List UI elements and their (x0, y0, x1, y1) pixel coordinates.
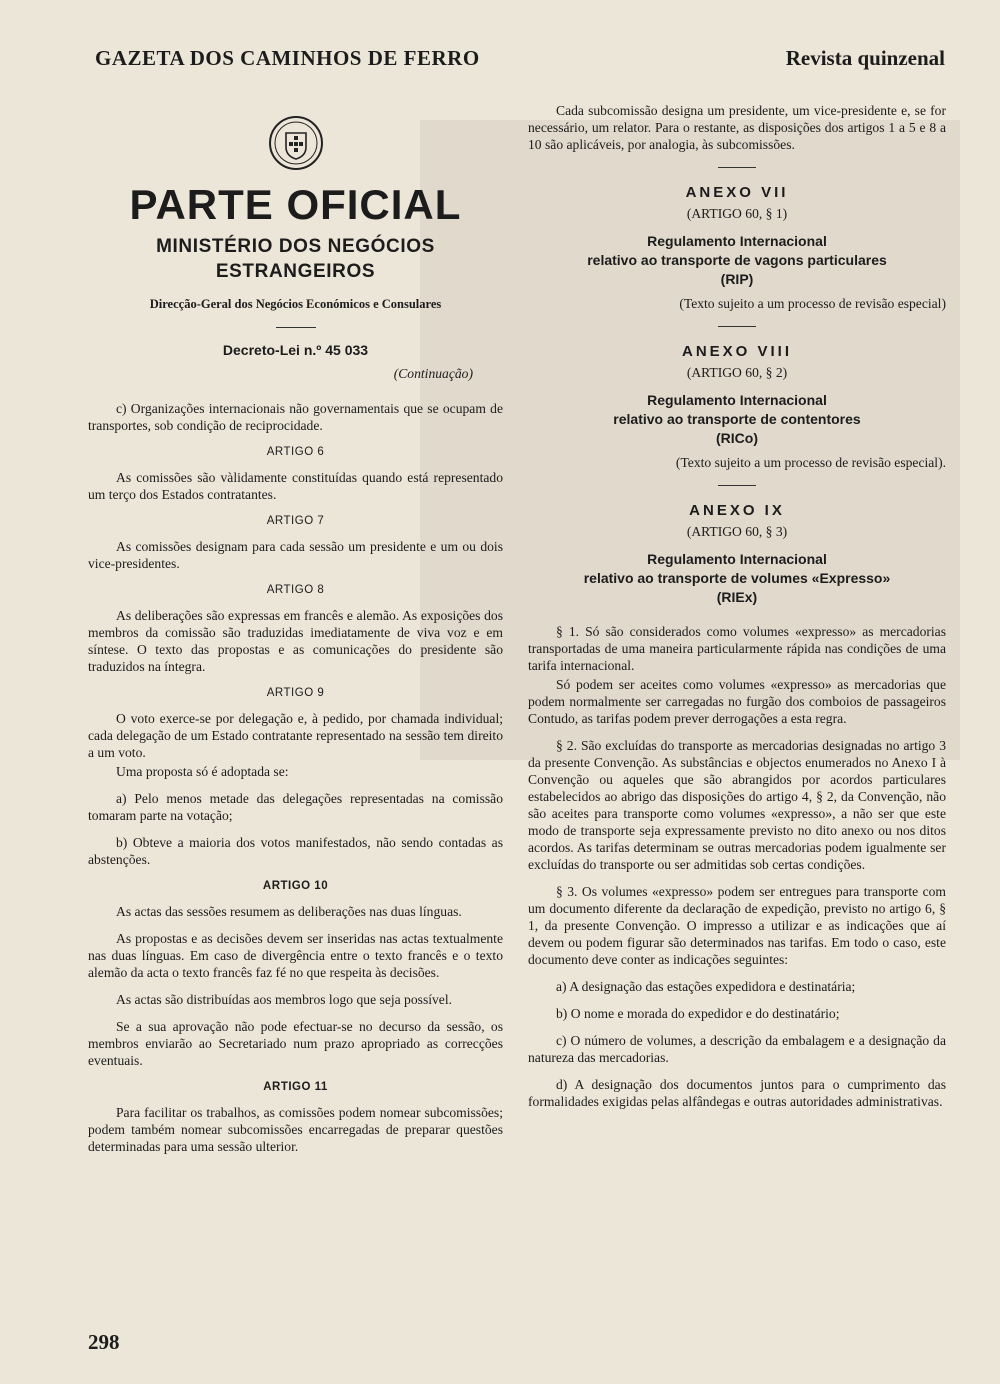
section-title: PARTE OFICIAL (129, 181, 462, 228)
paragraph: a) Pelo menos metade das delegações representadas na comissão tomaram parte na votação; (88, 791, 503, 823)
coat-of-arms-icon (88, 114, 503, 172)
paragraph: O voto exerce-se por delegação e, à pedido, por chamada individual; cada delegação de um Estado contratante representado na sessão tem direito a um voto. (88, 711, 503, 760)
annex-heading: ANEXO VII (685, 184, 789, 201)
divider (276, 327, 316, 328)
annex-heading: ANEXO IX (689, 502, 785, 519)
divider (718, 326, 756, 327)
article-heading: ARTIGO 9 (266, 687, 325, 699)
right-column (528, 102, 946, 1120)
regulation-line: Regulamento Internacional (647, 392, 827, 408)
paragraph: Uma proposta só é adoptada se: (116, 764, 289, 779)
regulation-acronym: (RICo) (716, 430, 758, 446)
annex-article-ref: (ARTIGO 60, § 2) (686, 365, 788, 380)
regulation-title (528, 550, 946, 607)
article-heading: ARTIGO 8 (266, 584, 325, 596)
paragraph: As actas são distribuídas aos membros logo que seja possível. (116, 992, 453, 1007)
paragraph: d) A designação dos documentos juntos para o cumprimento das formalidades exigidas pelas alfândegas e outras autoridades administrativas. (528, 1077, 946, 1109)
regulation-line: Regulamento Internacional (647, 551, 827, 567)
paragraph: b) O nome e morada do expedidor e do destinatário; (556, 1006, 840, 1021)
direccao-geral: Direcção-Geral dos Negócios Económicos e Consulares (149, 297, 442, 311)
paragraph: b) Obteve a maioria dos votos manifestados, não sendo contadas as abstenções. (88, 835, 503, 867)
paragraph: a) A designação das estações expedidora e destinatária; (556, 979, 856, 994)
paragraph: § 3. Os volumes «expresso» podem ser entregues para transporte com um documento diferente da declaração de expedição, previsto no artigo 6, § 1, da presente Convenção. O impresso a utilizar e as indicações que aí devem ou podem figurar são determinados nas tarifas. Em todo o caso, este documento deve conter as indicações seguintes: (528, 884, 946, 967)
paragraph: c) O número de volumes, a descrição da embalagem e a designação da natureza das mercadorias. (528, 1033, 946, 1065)
paragraph: As deliberações são expressas em francês e alemão. As exposições dos membros da comissão são traduzidas imediatamente de viva voz e em síntese. O texto das propostas e as comunicações do presidente são traduzidos na íntegra. (88, 608, 503, 674)
article-heading: ARTIGO 7 (266, 515, 325, 527)
paragraph: As actas das sessões resumem as deliberações nas duas línguas. (116, 904, 462, 919)
paragraph: As propostas e as decisões devem ser inseridas nas actas textualmente nas duas línguas. Em caso de divergência entre o texto francês e o texto alemão da acta o texto francês faz fé no que respeita às decisões. (88, 931, 503, 980)
annex-heading: ANEXO VIII (681, 343, 793, 360)
left-column (88, 110, 503, 1165)
journal-subtitle: Revista quinzenal (785, 46, 945, 70)
regulation-line: relativo ao transporte de volumes «Expresso» (583, 570, 891, 586)
journal-title: GAZETA DOS CAMINHOS DE FERRO (95, 46, 480, 70)
paragraph: Se a sua aprovação não pode efectuar-se no decurso da sessão, os membros enviarão ao Secretariado num prazo apropriado as correcções eventuais. (88, 1019, 503, 1068)
divider (718, 485, 756, 486)
article-heading: ARTIGO 6 (266, 446, 325, 458)
regulation-title (528, 232, 946, 289)
paragraph: As comissões designam para cada sessão um presidente e um ou dois vice-presidentes. (88, 539, 503, 571)
revision-note: (Texto sujeito a um processo de revisão especial) (679, 296, 946, 311)
paragraph: § 2. São excluídas do transporte as mercadorias designadas no artigo 3 da presente Convenção. As substâncias e objectos enumerados no Anexo I à Convenção ou aqueles que são abrangidos por acordos particulares estabelecidos ao abrigo das disposições do artigo 4, § 2, da Convenção, não são aceites para transporte como volumes «expresso», a não ser que este modo de transporte seja expressamente previsto no dito anexo ou nos ditos acordos. As tarifas determinam se outras mercadorias podem igualmente ser excluídas do transporte ou ser admitidas sob certas condições. (528, 738, 946, 872)
paragraph: § 1. Só são considerados como volumes «expresso» as mercadorias transportadas de uma maneira particularmente rápida nas condições de uma tarifa internacional. (528, 624, 946, 673)
regulation-line: Regulamento Internacional (647, 233, 827, 249)
continuation-note: (Continuação) (393, 366, 473, 381)
regulation-line: relativo ao transporte de contentores (613, 411, 861, 427)
paragraph: Cada subcomissão designa um presidente, um vice-presidente e, se for necessário, um relator. Para o restante, as disposições dos artigos 1 a 5 e 8 a 10 são aplicáveis, por analogia, às subcomissões. (528, 103, 946, 152)
revision-note: (Texto sujeito a um processo de revisão especial). (675, 455, 946, 470)
page-number: 298 (88, 1330, 120, 1354)
article-heading: ARTIGO 11 (263, 1081, 328, 1093)
regulation-title (528, 391, 946, 448)
decree-number: Decreto-Lei n.º 45 033 (222, 342, 369, 358)
ministry-line-2: ESTRANGEIROS (215, 261, 376, 282)
annex-article-ref: (ARTIGO 60, § 3) (686, 524, 788, 539)
paragraph: Só podem ser aceites como volumes «expresso» as mercadorias que podem normalmente ser carregadas no furgão dos comboios de passageiros Contudo, as tarifas podem prever derrogações a esta regra. (528, 677, 946, 726)
annex-article-ref: (ARTIGO 60, § 1) (686, 206, 788, 221)
paragraph: Para facilitar os trabalhos, as comissões podem nomear subcomissões; podem também nomear subcomissões encarregadas de preparar questões determinadas para uma sessão ulterior. (88, 1105, 503, 1154)
divider (718, 167, 756, 168)
regulation-acronym: (RIEx) (716, 589, 758, 605)
regulation-acronym: (RIP) (720, 271, 754, 287)
ministry-line-1: MINISTÉRIO DOS NEGÓCIOS (156, 236, 435, 257)
article-heading: ARTIGO 10 (262, 880, 329, 892)
paragraph: c) Organizações internacionais não governamentais que se ocupam de transportes, sob condição de reciprocidade. (88, 401, 503, 433)
paragraph: As comissões são vàlidamente constituídas quando está representado um terço dos Estados contratantes. (88, 470, 503, 502)
regulation-line: relativo ao transporte de vagons particulares (587, 252, 887, 268)
